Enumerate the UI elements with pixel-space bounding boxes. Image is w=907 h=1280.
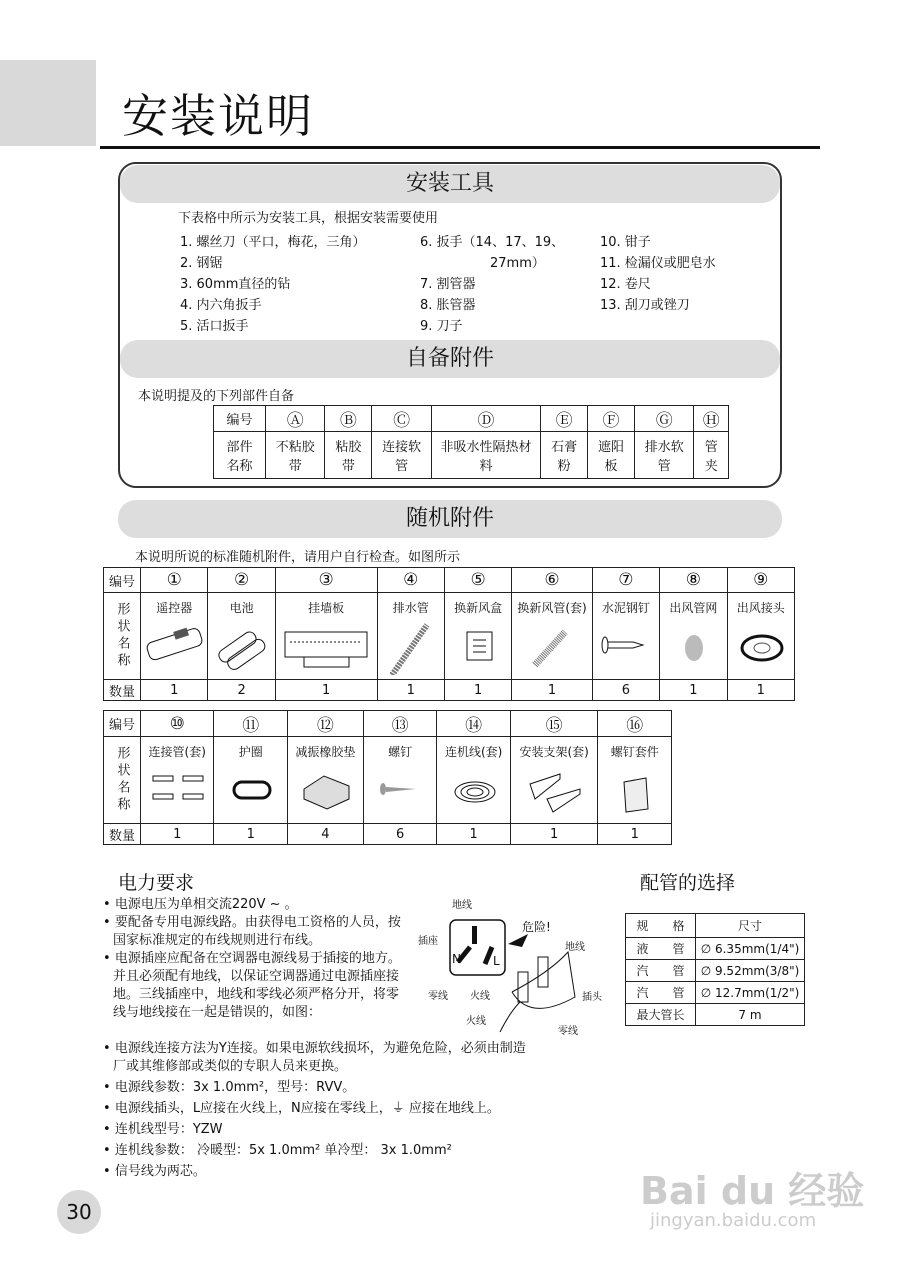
self-item-id: Ⓗ — [694, 406, 729, 432]
bullet-dot: • — [103, 1143, 115, 1158]
self-table — [213, 405, 729, 479]
tool-item: 9. 刀子 — [420, 319, 463, 334]
accessory-qty: 2 — [208, 680, 275, 701]
table-row — [104, 737, 672, 824]
bullet-text: 要配备专用电源线路。由获得电工资格的人员，按国家标准规定的布线规则进行布线。 — [113, 915, 401, 948]
self-item-id: Ⓒ — [372, 406, 431, 432]
tool-item: 4. 内六角扳手 — [180, 298, 262, 313]
accessory-name: 出风接头 — [736, 601, 785, 615]
bullet-dot: • — [103, 915, 115, 930]
accessory-cell — [141, 737, 214, 824]
row-label-id: 编号 — [214, 406, 266, 432]
self-item-name: 石膏粉 — [541, 432, 588, 479]
screw-icon — [364, 764, 436, 819]
label-ground-2: 地线 — [565, 942, 585, 953]
accessory-id: ⑭ — [437, 711, 510, 737]
table-row — [626, 938, 805, 960]
pipe-cell: ∅ 6.35mm(1/4") — [696, 938, 805, 960]
self-item-name: 非吸水性隔热材料 — [431, 432, 540, 479]
included-table-1 — [103, 567, 795, 701]
accessory-id: ③ — [275, 568, 377, 593]
accessory-name: 挂墙板 — [308, 601, 345, 615]
bullet-text: 信号线为两芯。 — [114, 1164, 206, 1179]
power-bullets-b — [103, 1040, 533, 1184]
watermark-logo: Bai du 经验 — [640, 1169, 865, 1213]
accessory-cell — [444, 593, 511, 680]
bullet-text: 电源插座应配备在空调器电源线易于插接的地方。并且必须配有地线，以保证空调器通过电源插座接地。三线插座中，地线和零线必须严格分开，将零线与地线接在一起是错误的，如图： — [113, 951, 401, 1020]
accessory-id: ② — [208, 568, 275, 593]
self-item-id: Ⓓ — [431, 406, 540, 432]
ring-icon — [728, 620, 794, 675]
bullet-dot: • — [103, 897, 115, 912]
label-plug: 插头 — [582, 992, 602, 1003]
row-label-id: 编号 — [104, 568, 141, 593]
power-heading: 电力要求 — [118, 872, 195, 894]
accessory-qty: 4 — [287, 824, 363, 845]
self-intro: 本说明提及的下列部件自备 — [138, 389, 295, 404]
pipe-cell: 汽 管 — [626, 960, 696, 982]
pad-icon — [288, 764, 363, 819]
accessory-id: ⑮ — [510, 711, 598, 737]
tool-item: 27mm） — [490, 256, 545, 271]
accessory-cell — [214, 737, 287, 824]
tool-item: 2. 钢锯 — [180, 256, 223, 271]
label-N: N — [452, 952, 461, 966]
grommet-icon — [214, 764, 286, 819]
pipe-cell: ∅ 12.7mm(1/2") — [696, 982, 805, 1004]
accessory-name: 螺钉 — [388, 745, 413, 759]
accessory-name: 连机线(套) — [444, 745, 503, 759]
accessory-cell — [598, 737, 672, 824]
tools-col2 — [420, 232, 564, 337]
tool-item: 3. 60mm直径的钻 — [180, 277, 291, 292]
accessory-id: ⑫ — [287, 711, 363, 737]
table-row — [104, 711, 672, 737]
label-ground: 地线 — [452, 900, 472, 911]
accessory-cell — [363, 737, 436, 824]
accessory-qty: 1 — [598, 824, 672, 845]
pipe-cell: 液 管 — [626, 938, 696, 960]
accessory-cell — [208, 593, 275, 680]
accessory-name: 换新风管(套) — [517, 601, 587, 615]
accessory-name: 电池 — [229, 601, 254, 615]
table-row — [104, 593, 795, 680]
bullet-dot: • — [103, 951, 115, 966]
accessory-name: 水泥钢钉 — [601, 601, 650, 615]
accessory-id: ⑥ — [512, 568, 592, 593]
self-item-id: Ⓖ — [635, 406, 694, 432]
accessory-qty: 1 — [141, 680, 208, 701]
accessory-name: 护圈 — [238, 745, 263, 759]
accessory-name: 换新风盒 — [454, 601, 503, 615]
tools-col1 — [180, 232, 366, 337]
bullet-dot: • — [103, 1101, 115, 1116]
tools-heading: 安装工具 — [120, 165, 780, 203]
label-neutral-2: 零线 — [558, 1026, 578, 1037]
page-number: 30 — [57, 1190, 101, 1234]
duct-icon — [512, 620, 591, 675]
hose-icon — [378, 620, 444, 675]
pipe-cell: ∅ 9.52mm(3/8") — [696, 960, 805, 982]
accessory-id: ⑧ — [660, 568, 727, 593]
pipes-icon — [141, 764, 213, 819]
accessory-qty: 6 — [592, 680, 659, 701]
plug-socket-diagram — [418, 892, 620, 1042]
self-item-name: 管夹 — [694, 432, 729, 479]
label-neutral: 零线 — [428, 991, 448, 1002]
bullet-text: 连机线参数： 冷暖型：5x 1.0mm² 单冷型： 3x 1.0mm² — [114, 1143, 452, 1158]
accessory-cell — [727, 593, 794, 680]
power-bullet — [103, 1100, 533, 1118]
nail-icon — [593, 620, 659, 675]
pipe-heading: 配管的选择 — [640, 872, 736, 894]
pipe-cell: 汽 管 — [626, 982, 696, 1004]
power-bullet — [103, 1142, 533, 1160]
self-item-id: Ⓑ — [325, 406, 372, 432]
accessory-cell — [512, 593, 592, 680]
bullet-dot: • — [103, 1164, 115, 1179]
accessory-name: 连接管(套) — [148, 745, 206, 759]
tool-item: 11. 检漏仪或肥皂水 — [600, 256, 716, 271]
accessory-qty: 1 — [727, 680, 794, 701]
accessory-name: 排水管 — [392, 601, 429, 615]
included-table-2 — [103, 710, 672, 845]
accessory-qty: 1 — [437, 824, 510, 845]
row-label-name: 部件名称 — [214, 432, 266, 479]
bullet-text: 电源线插头，L应接在火线上，N应接在零线上，⏚ 应接在地线上。 — [114, 1101, 500, 1116]
bullet-text: 电源线连接方法为Y连接。如果电源软线损坏，为避免危险，必须由制造厂或其维修部或类似的专职人员来更换。 — [113, 1041, 526, 1074]
self-item-name: 连接软管 — [372, 432, 431, 479]
tool-item: 7. 割管器 — [420, 277, 476, 292]
accessory-qty: 1 — [510, 824, 598, 845]
table-row — [626, 982, 805, 1004]
accessory-qty: 1 — [377, 680, 444, 701]
table-row — [626, 914, 805, 938]
power-bullet — [103, 950, 408, 1022]
accessory-name: 安装支架(套) — [519, 745, 589, 759]
pipe-table — [625, 913, 805, 1026]
self-heading: 自备附件 — [120, 340, 780, 378]
accessory-qty: 1 — [275, 680, 377, 701]
tool-item: 12. 卷尺 — [600, 277, 651, 292]
self-item-id: Ⓕ — [588, 406, 635, 432]
bullet-text: 电源线参数：3x 1.0mm²，型号：RVV。 — [114, 1080, 356, 1095]
remote-icon — [141, 620, 207, 675]
table-row — [104, 680, 795, 701]
included-intro: 本说明所说的标准随机附件，请用户自行检查。如图所示 — [135, 550, 461, 565]
power-bullet — [103, 914, 408, 950]
self-item-id: Ⓐ — [266, 406, 325, 432]
accessory-id: ⑪ — [214, 711, 287, 737]
coil-icon — [437, 764, 509, 819]
label-L: L — [493, 954, 500, 968]
accessory-id: ⑯ — [598, 711, 672, 737]
bullet-dot: • — [103, 1080, 115, 1095]
accessory-id: ⑬ — [363, 711, 436, 737]
power-bullet — [103, 1163, 533, 1181]
plate-icon — [276, 620, 377, 675]
table-row — [104, 824, 672, 845]
accessory-id: ⑤ — [444, 568, 511, 593]
box-icon — [445, 620, 511, 675]
label-socket: 插座 — [418, 936, 438, 947]
accessory-cell — [377, 593, 444, 680]
accessory-name: 螺钉套件 — [610, 745, 659, 759]
bullet-dot: • — [103, 1122, 115, 1137]
accessory-cell — [660, 593, 727, 680]
pipe-header: 尺寸 — [696, 914, 805, 938]
power-bullet — [103, 896, 408, 914]
self-item-name: 不粘胶带 — [266, 432, 325, 479]
mesh-icon — [660, 620, 726, 675]
included-heading: 随机附件 — [118, 500, 782, 538]
accessory-cell — [510, 737, 598, 824]
accessory-qty: 6 — [363, 824, 436, 845]
bullet-text: 电源电压为单相交流220V ~ 。 — [114, 897, 298, 912]
power-bullet — [103, 1040, 533, 1076]
accessory-name: 遥控器 — [156, 601, 193, 615]
table-row — [104, 568, 795, 593]
battery-icon — [208, 620, 274, 675]
label-live-2: 火线 — [466, 1016, 486, 1027]
accessory-cell — [437, 737, 510, 824]
tool-item: 8. 胀管器 — [420, 298, 476, 313]
accessory-qty: 1 — [141, 824, 214, 845]
accessory-qty: 1 — [214, 824, 287, 845]
row-label-shape: 形状名称 — [104, 737, 141, 824]
self-item-id: Ⓔ — [541, 406, 588, 432]
accessory-id: ⑩ — [141, 711, 214, 737]
watermark-url: jingyan.baidu.com — [650, 1210, 817, 1231]
accessory-cell — [141, 593, 208, 680]
row-label-qty: 数量 — [104, 824, 141, 845]
bullet-dot: • — [103, 1041, 115, 1056]
row-label-shape: 形状名称 — [104, 593, 141, 680]
tool-item: 10. 钳子 — [600, 235, 651, 250]
power-bullet — [103, 1079, 533, 1097]
tools-intro: 下表格中所示为安装工具，根据安装需要使用 — [178, 211, 439, 226]
tool-item: 13. 刮刀或锉刀 — [600, 298, 690, 313]
table-row — [626, 1004, 805, 1026]
accessory-id: ④ — [377, 568, 444, 593]
self-item-name: 遮阳板 — [588, 432, 635, 479]
accessory-cell — [275, 593, 377, 680]
page-title: 安装说明 — [122, 89, 314, 143]
label-danger: 危险! — [522, 920, 551, 934]
accessory-name: 减振橡胶垫 — [295, 745, 356, 759]
row-label-qty: 数量 — [104, 680, 141, 701]
bullet-text: 连机线型号：YZW — [114, 1122, 223, 1137]
bracket-icon — [511, 764, 598, 819]
accessory-cell — [592, 593, 659, 680]
section-tab — [0, 60, 96, 146]
accessory-id: ⑦ — [592, 568, 659, 593]
tool-item: 1. 螺丝刀（平口，梅花，三角） — [180, 235, 366, 250]
self-item-name: 粘胶带 — [325, 432, 372, 479]
accessory-qty: 1 — [512, 680, 592, 701]
power-bullets-a — [103, 896, 408, 1022]
accessory-id: ⑨ — [727, 568, 794, 593]
accessory-name: 出风管网 — [669, 601, 718, 615]
tool-item: 5. 活口扳手 — [180, 319, 249, 334]
accessory-cell — [287, 737, 363, 824]
self-item-name: 排水软管 — [635, 432, 694, 479]
pipe-header: 规 格 — [626, 914, 696, 938]
table-row — [626, 960, 805, 982]
label-live: 火线 — [470, 991, 490, 1002]
tools-col3 — [600, 232, 716, 316]
row-label-id: 编号 — [104, 711, 141, 737]
bag-icon — [598, 764, 671, 819]
accessory-qty: 1 — [660, 680, 727, 701]
tool-item: 6. 扳手（14、17、19、 — [420, 235, 565, 250]
pipe-cell: 7 m — [696, 1004, 805, 1026]
accessory-id: ① — [141, 568, 208, 593]
power-bullet — [103, 1121, 533, 1139]
title-rule — [100, 146, 820, 149]
accessory-qty: 1 — [444, 680, 511, 701]
pipe-cell: 最大管长 — [626, 1004, 696, 1026]
